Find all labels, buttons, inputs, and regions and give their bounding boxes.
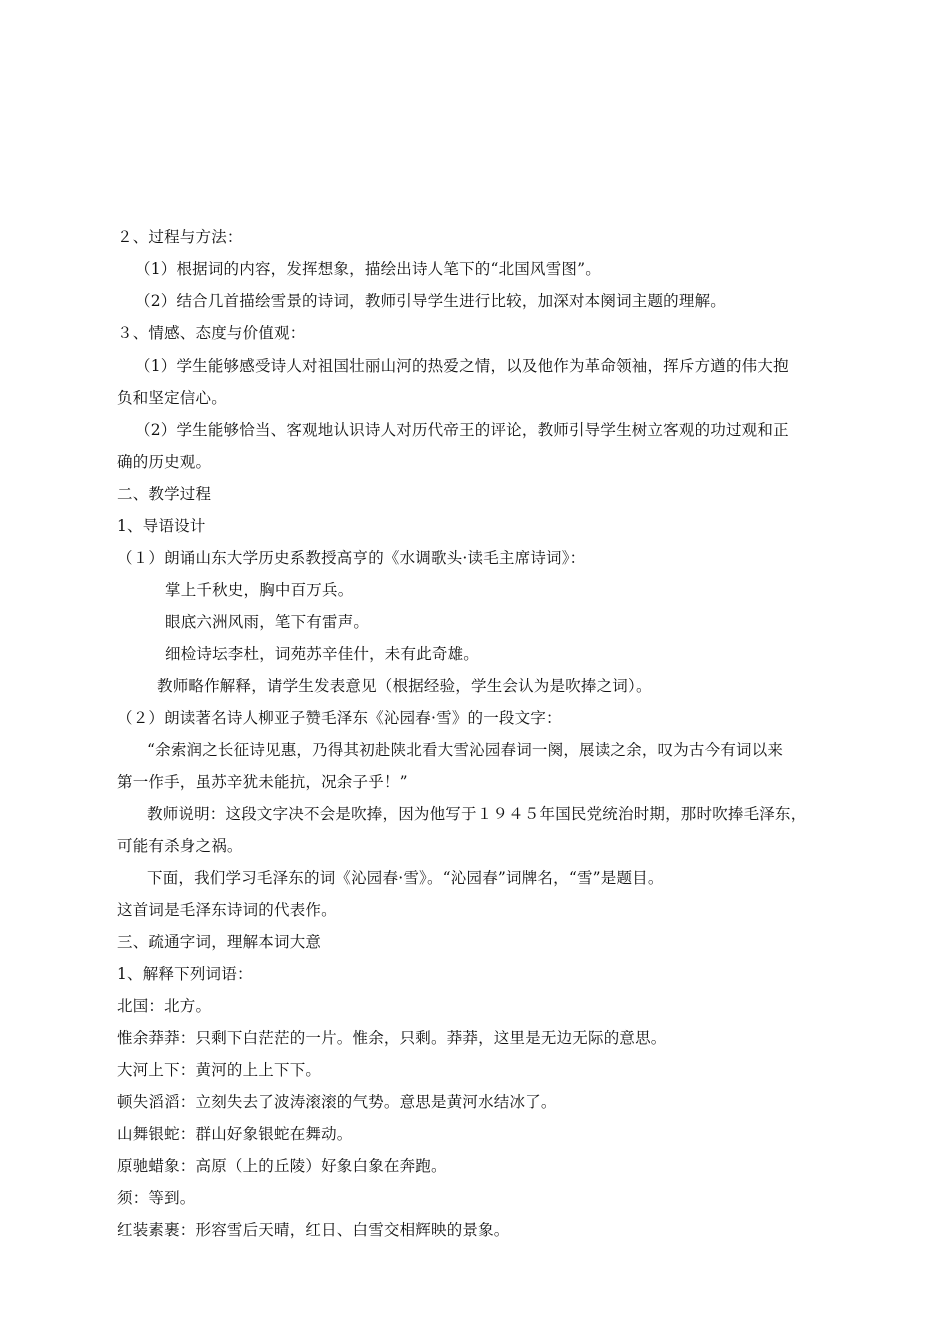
poem-line: 掌上千秋史，胸中百万兵。 [165, 581, 354, 599]
text-line: （2）学生能够恰当、客观地认识诗人对历代帝王的评论，教师引导学生树立客观的功过观和正 [135, 421, 789, 439]
text-line: 可能有杀身之祸。 [117, 837, 243, 855]
glossary-entry: 山舞银蛇：群山好象银蛇在舞动。 [117, 1125, 353, 1143]
glossary-entry: 须：等到。 [117, 1189, 196, 1207]
section-heading: 二、教学过程 [117, 485, 212, 503]
text-line: （2）结合几首描绘雪景的诗词，教师引导学生进行比较，加深对本阕词主题的理解。 [135, 292, 726, 310]
text-line: （２）朗读著名诗人柳亚子赞毛泽东《沁园春·雪》的一段文字： [117, 709, 562, 727]
text-line: ２、过程与方法： [117, 228, 243, 246]
subsection-heading: 1、解释下列词语： [117, 965, 253, 983]
quote-line: “余索润之长征诗见惠，乃得其初赴陕北看大雪沁园春词一阕，展读之余，叹为古今有词以来 [147, 741, 784, 759]
text-line: （1）学生能够感受诗人对祖国壮丽山河的热爱之情，以及他作为革命领袖，挥斥方遒的伟大抱 [135, 357, 789, 375]
section-heading: 三、疏通字词，理解本词大意 [117, 933, 322, 951]
poem-line: 细检诗坛李杜，词苑苏辛佳什，未有此奇雄。 [165, 645, 480, 663]
text-line: 这首词是毛泽东诗词的代表作。 [117, 901, 337, 919]
text-line: 教师略作解释，请学生发表意见（根据经验，学生会认为是吹捧之词）。 [157, 677, 652, 695]
glossary-entry: 原驰蜡象：高原（上的丘陵）好象白象在奔跑。 [117, 1157, 447, 1175]
glossary-entry: 北国：北方。 [117, 997, 212, 1015]
glossary-entry: 大河上下：黄河的上上下下。 [117, 1061, 322, 1079]
text-line: （１）朗诵山东大学历史系教授高亨的《水调歌头·读毛主席诗词》： [117, 549, 586, 567]
glossary-entry: 红装素裹：形容雪后天晴，红日、白雪交相辉映的景象。 [117, 1221, 510, 1239]
text-line: 教师说明：这段文字决不会是吹捧，因为他写于１９４５年国民党统治时期，那时吹捧毛泽东， [147, 805, 807, 823]
quote-line: 第一作手，虽苏辛犹未能抗，况余子乎！” [117, 773, 408, 791]
text-line: （1）根据词的内容，发挥想象，描绘出诗人笔下的“北国风雪图”。 [135, 260, 601, 278]
text-line: 负和坚定信心。 [117, 389, 227, 407]
glossary-entry: 惟余莽莽：只剩下白茫茫的一片。惟余，只剩。莽莽，这里是无边无际的意思。 [117, 1029, 667, 1047]
text-line: ３、情感、态度与价值观： [117, 324, 306, 342]
text-line: 下面，我们学习毛泽东的词《沁园春·雪》。“沁园春”词牌名，“雪”是题目。 [147, 869, 664, 887]
glossary-entry: 顿失滔滔：立刻失去了波涛滚滚的气势。意思是黄河水结冰了。 [117, 1093, 557, 1111]
text-line: 确的历史观。 [117, 453, 212, 471]
poem-line: 眼底六洲风雨，笔下有雷声。 [165, 613, 370, 631]
subsection-heading: 1、导语设计 [117, 517, 206, 535]
